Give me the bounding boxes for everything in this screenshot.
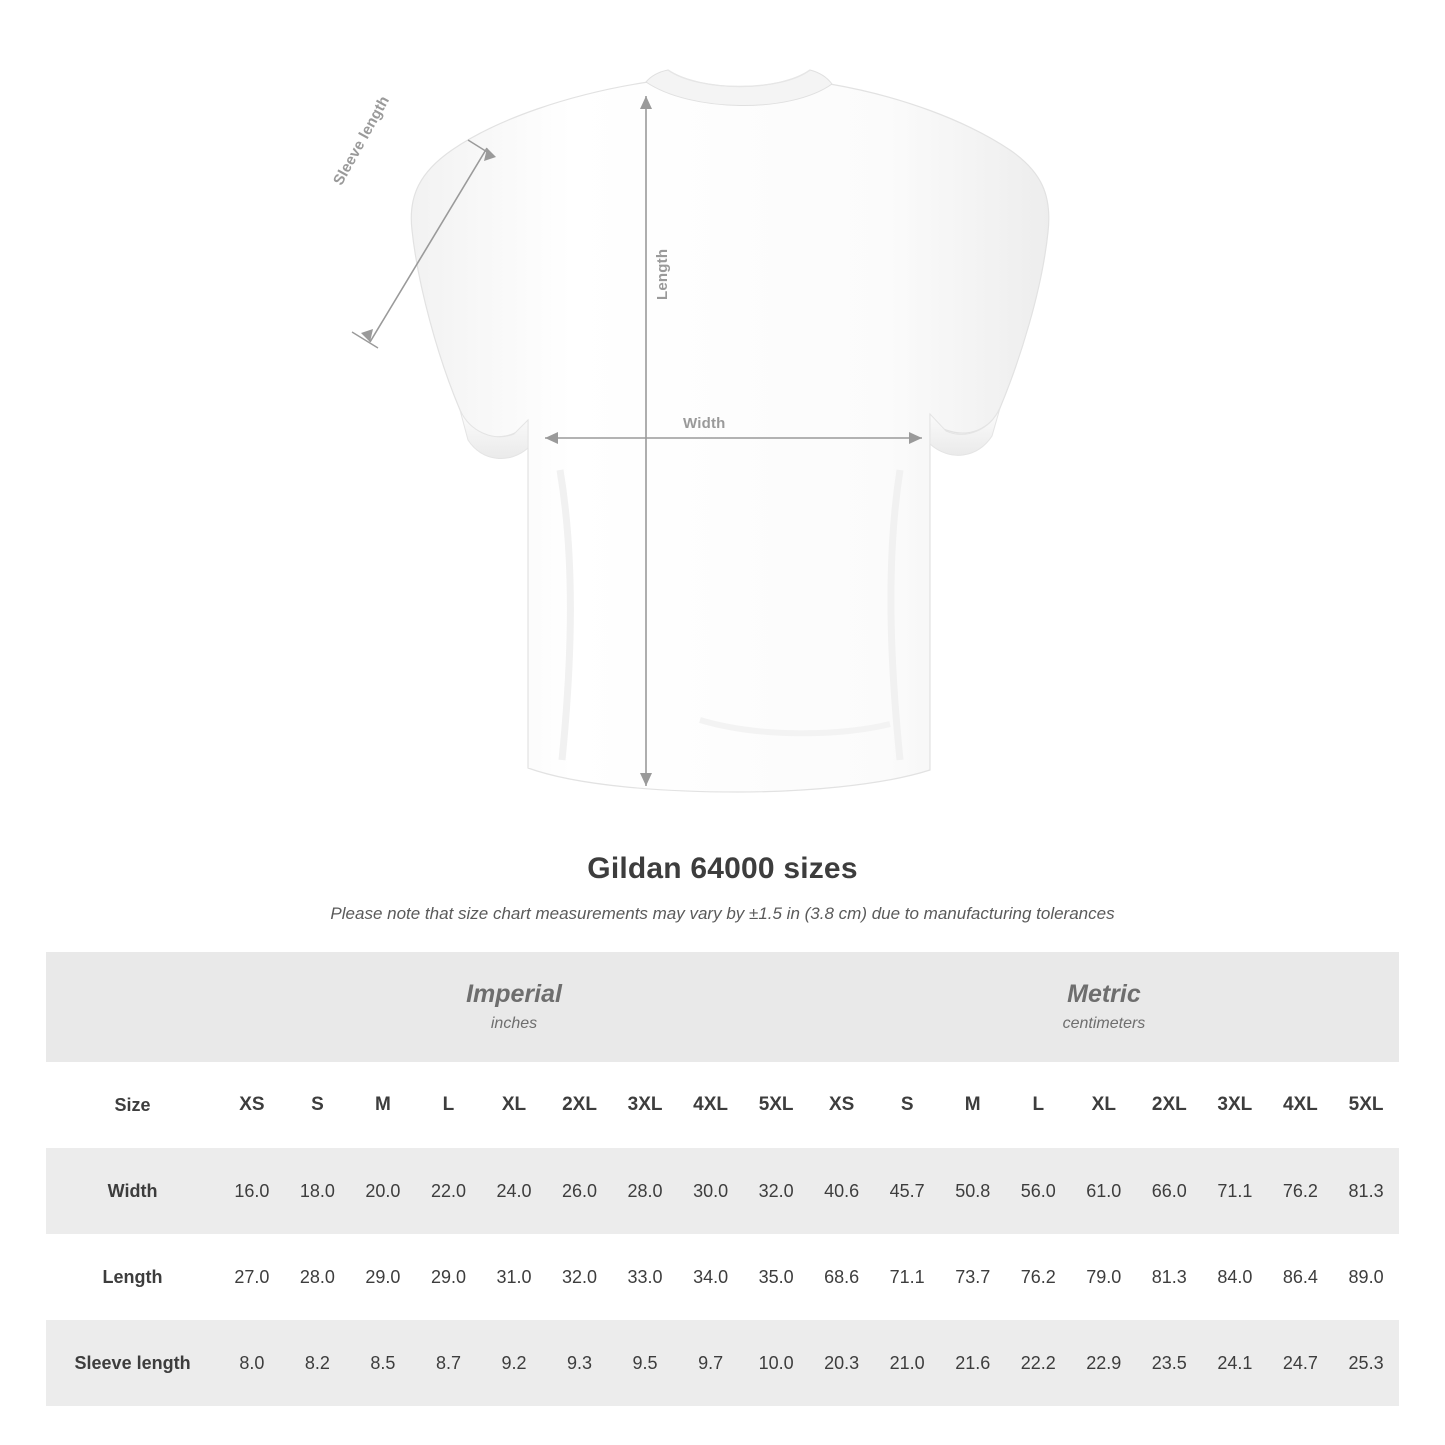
measurement-cell: 16.0 (234, 1180, 270, 1201)
unit-header-spacer (46, 952, 219, 1062)
measurement-cell: 9.7 (698, 1352, 724, 1373)
measurement-cell: 71.1 (889, 1266, 925, 1287)
size-column-header: M (375, 1094, 391, 1115)
measurement-cell: 50.8 (955, 1180, 991, 1201)
row-label: Length (102, 1266, 163, 1287)
measurement-cell: 26.0 (562, 1180, 598, 1201)
size-table (46, 952, 1399, 1406)
measurement-cell: 8.0 (239, 1352, 265, 1373)
size-column-header: L (442, 1094, 455, 1115)
size-column-header: 5XL (758, 1094, 794, 1115)
measurement-cell: 20.3 (824, 1352, 860, 1373)
measurement-cell: 18.0 (299, 1180, 335, 1201)
measurement-cell: 79.0 (1086, 1266, 1122, 1287)
measurement-cell: 9.3 (567, 1352, 593, 1373)
unit-group-name: Imperial (466, 980, 562, 1009)
measurement-cell: 8.7 (435, 1352, 461, 1373)
measurement-cell: 86.4 (1282, 1266, 1318, 1287)
measurement-cell: 8.5 (370, 1352, 396, 1373)
measurement-cell: 21.6 (955, 1352, 991, 1373)
measurement-cell: 27.0 (234, 1266, 270, 1287)
measurement-cell: 34.0 (693, 1266, 729, 1287)
size-column-header: 2XL (1151, 1094, 1187, 1115)
unit-group-metric (809, 952, 1399, 1062)
measurement-cell: 22.9 (1086, 1352, 1122, 1373)
size-header-row (46, 1062, 1399, 1148)
width-label: Width (683, 415, 726, 432)
measurement-cell: 76.2 (1020, 1266, 1056, 1287)
measurement-cell: 30.0 (693, 1180, 729, 1201)
size-column-header: XL (1091, 1094, 1116, 1115)
size-column-header: 4XL (693, 1094, 729, 1115)
measurement-cell: 24.1 (1217, 1352, 1253, 1373)
unit-group-sub: centimeters (1062, 1014, 1146, 1032)
tolerance-note: Please note that size chart measurements may vary by ±1.5 in (3.8 cm) due to manufacturing tolerances (330, 904, 1115, 923)
measurement-cell: 22.2 (1020, 1352, 1056, 1373)
size-column-header: 3XL (627, 1094, 663, 1115)
size-column-header: XS (828, 1094, 855, 1115)
measurement-cell: 61.0 (1086, 1180, 1122, 1201)
measurement-cell: 66.0 (1151, 1180, 1187, 1201)
measurement-cell: 20.0 (365, 1180, 401, 1201)
size-column-header: 2XL (562, 1094, 597, 1115)
row-label: Sleeve length (74, 1352, 191, 1373)
measurement-cell: 32.0 (562, 1266, 598, 1287)
measurement-cell: 10.0 (758, 1352, 794, 1373)
measurement-cell: 24.0 (496, 1180, 532, 1201)
measurement-cell: 73.7 (955, 1266, 991, 1287)
table-row (46, 1320, 1399, 1406)
size-column-header: S (900, 1094, 914, 1115)
size-column-header: M (964, 1094, 981, 1115)
measurement-cell: 28.0 (299, 1266, 335, 1287)
size-column-header: XS (239, 1094, 265, 1115)
measurement-cell: 84.0 (1217, 1266, 1253, 1287)
size-column-header: S (311, 1094, 324, 1115)
measurement-cell: 21.0 (889, 1352, 925, 1373)
measurement-cell: 9.5 (632, 1352, 658, 1373)
measurement-cell: 28.0 (627, 1180, 663, 1201)
size-column-header: 5XL (1348, 1094, 1384, 1115)
measurement-cell: 8.2 (304, 1352, 330, 1373)
measurement-cell: 29.0 (430, 1266, 466, 1287)
measurement-cell: 22.0 (430, 1180, 466, 1201)
measurement-cell: 32.0 (758, 1180, 794, 1201)
size-table-wrap (46, 952, 1399, 1406)
measurement-cell: 33.0 (627, 1266, 663, 1287)
size-column-header: XL (501, 1094, 527, 1115)
size-column-header: 4XL (1282, 1094, 1318, 1115)
table-row (46, 1234, 1399, 1320)
measurement-cell: 29.0 (365, 1266, 401, 1287)
row-label: Width (107, 1180, 158, 1201)
length-label: Length (654, 248, 671, 300)
measurement-cell: 81.3 (1348, 1180, 1384, 1201)
unit-group-sub: inches (490, 1014, 538, 1032)
measurement-cell: 71.1 (1217, 1180, 1253, 1201)
title-block (0, 852, 1445, 924)
unit-group-imperial (219, 952, 809, 1062)
table-row (46, 1148, 1399, 1234)
measurement-cell: 45.7 (889, 1180, 925, 1201)
page-title: Gildan 64000 sizes (587, 852, 858, 885)
measurement-cell: 40.6 (824, 1180, 860, 1201)
measurement-cell: 81.3 (1151, 1266, 1187, 1287)
measurement-cell: 9.2 (501, 1352, 527, 1373)
measurement-cell: 76.2 (1282, 1180, 1318, 1201)
measurement-cell: 23.5 (1151, 1352, 1187, 1373)
size-column-header: 3XL (1217, 1094, 1253, 1115)
unit-group-name: Metric (1067, 980, 1141, 1009)
unit-header-row (46, 952, 1399, 1062)
size-column-header: L (1032, 1094, 1045, 1115)
measurement-cell: 35.0 (758, 1266, 794, 1287)
measurement-cell: 89.0 (1348, 1266, 1384, 1287)
measurement-cell: 31.0 (496, 1266, 532, 1287)
measurement-cell: 68.6 (824, 1266, 860, 1287)
sleeve-length-label: Sleeve length (330, 93, 394, 189)
measurement-cell: 25.3 (1348, 1352, 1384, 1373)
row-label-size: Size (114, 1094, 151, 1115)
measurement-cell: 24.7 (1282, 1352, 1318, 1373)
measurement-cell: 56.0 (1020, 1180, 1056, 1201)
